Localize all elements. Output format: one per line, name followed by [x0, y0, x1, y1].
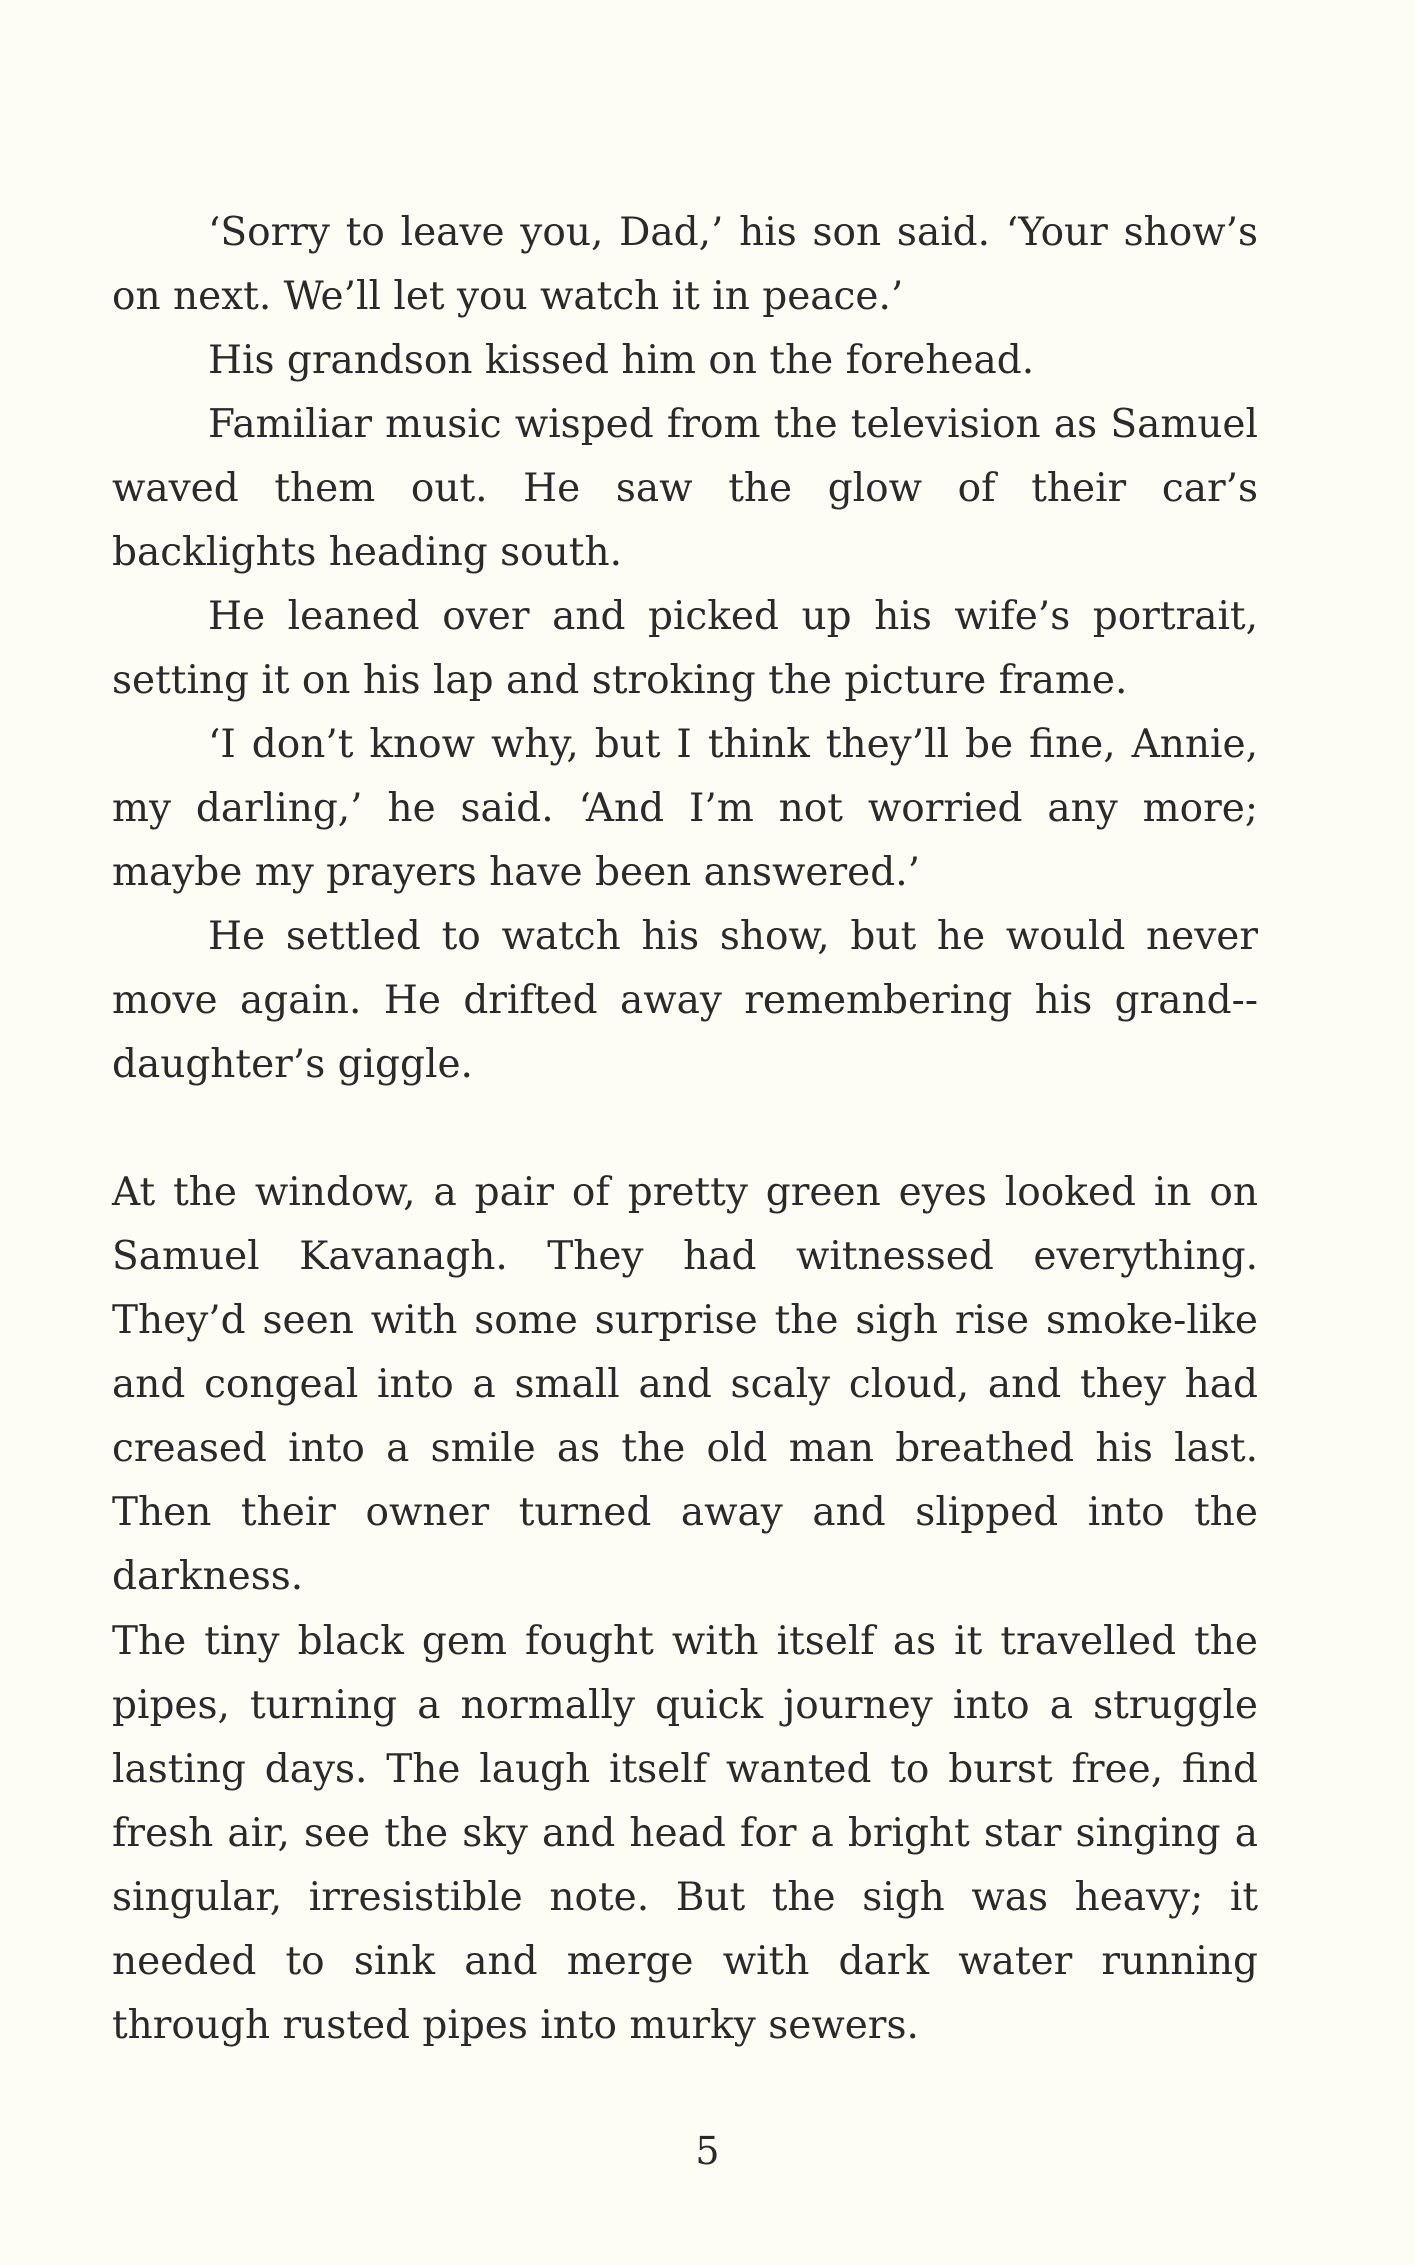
scene-section-3 — [112, 1610, 1258, 2058]
page-number: 5 — [695, 2129, 720, 2173]
scene-section-2 — [112, 1161, 1258, 1609]
paragraph: ‘I don’t know why, but I think they’ll be fine, Annie, my darling,’ he said. ‘And I’m not worried any more; maybe my prayers have been answered.’ — [112, 722, 1258, 895]
paragraph: The tiny black gem fought with itself as it travelled the pipes, turning a normally quick journey into a struggle lasting days. The laugh itself wanted to burst free, find fresh air, see the sky and head for a bright star singing a singular, irresistible note. But the sigh was heavy; it needed to sink and merge with dark water running through rusted pipes into murky sewers. — [112, 1619, 1258, 2048]
paragraph: ‘Sorry to leave you, Dad,’ his son said. ‘Your show’s on next. We’ll let you watch it in peace.’ — [112, 210, 1258, 319]
paragraph: His grandson kissed him on the forehead. — [208, 338, 1035, 383]
paragraph: He settled to watch his show, but he would never move again. He drifted away remembering his grand-daughter’s giggle. — [112, 914, 1258, 1087]
scene-section-1 — [112, 201, 1258, 1097]
paragraph: He leaned over and picked up his wife’s portrait, setting it on his lap and stroking the picture frame. — [112, 594, 1258, 703]
paragraph: At the window, a pair of pretty green eyes looked in on Samuel Kavanagh. They had witnessed everything. They’d seen with some surprise the sigh rise smoke-like and congeal into a small and scaly cloud, and they had creased into a smile as the old man breathed his last. Then their owner turned away and slipped into the darkness. — [112, 1170, 1258, 1599]
paragraph: Familiar music wisped from the television as Samuel waved them out. He saw the glow of their car’s backlights heading south. — [112, 402, 1258, 575]
